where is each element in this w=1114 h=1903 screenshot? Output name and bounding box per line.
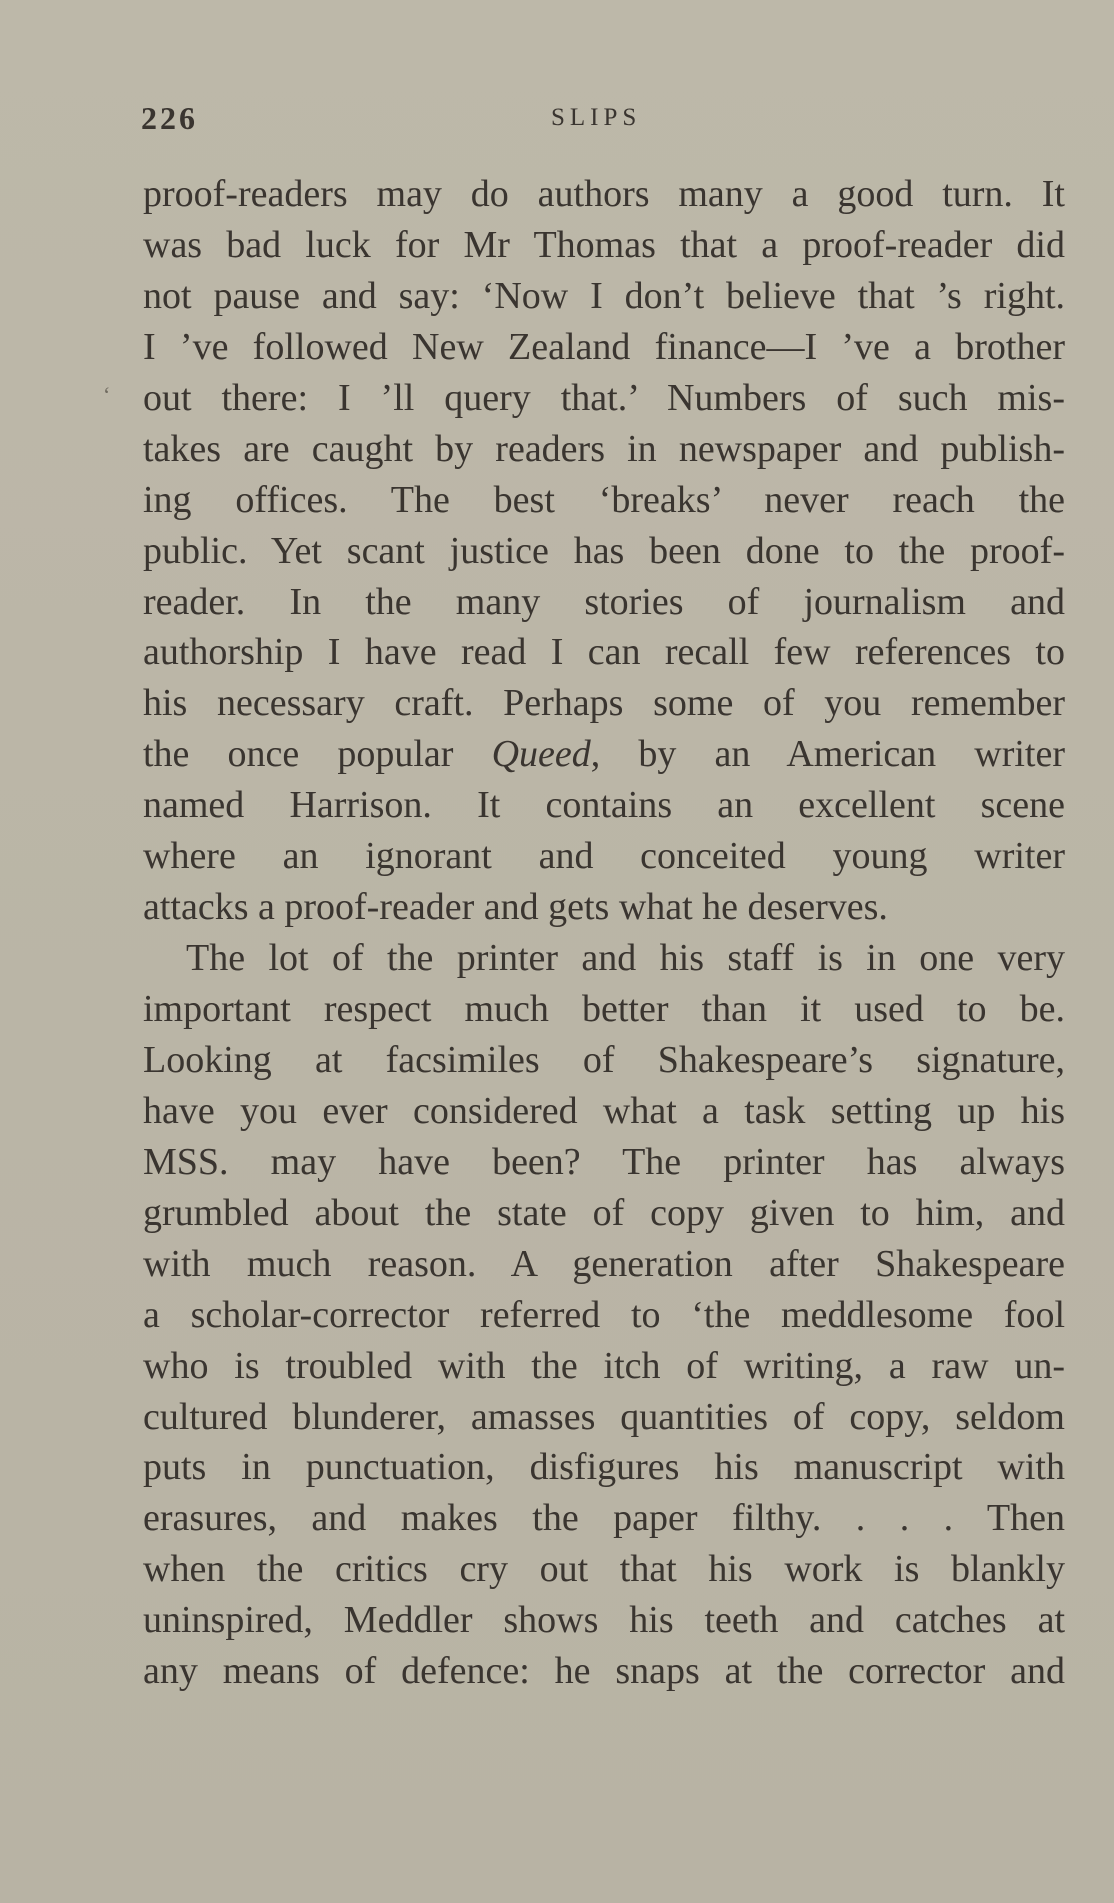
text-line: ing offices. The best ‘breaks’ never reach the	[143, 478, 1065, 521]
text-line: I ’ve followed New Zealand finance—I ’ve a brother	[143, 325, 1065, 368]
text-line: Looking at facsimiles of Shakespeare’s signature,	[143, 1038, 1065, 1081]
text-line: have you ever considered what a task setting up his	[143, 1089, 1065, 1132]
body-text	[143, 169, 1065, 1697]
text-line: any means of defence: he snaps at the corrector and	[143, 1650, 1065, 1693]
text-line: not pause and say: ‘Now I don’t believe that ’s right.	[143, 274, 1065, 317]
text-line: erasures, and makes the paper filthy. . . . Then	[143, 1497, 1065, 1540]
text-line: cultured blunderer, amasses quantities of copy, seldom	[143, 1395, 1065, 1438]
text-line: reader. In the many stories of journalism and	[143, 580, 1065, 623]
text-line: a scholar-corrector referred to ‘the meddlesome fool	[143, 1293, 1065, 1336]
text-line: authorship I have read I can recall few references to	[143, 631, 1065, 674]
text-line: important respect much better than it used to be.	[143, 988, 1065, 1030]
text-line: The lot of the printer and his staff is in one very	[186, 937, 1065, 980]
text-line: puts in punctuation, disfigures his manuscript with	[143, 1446, 1065, 1489]
text-line: out there: I ’ll query that.’ Numbers of such mis-	[143, 376, 1065, 419]
text-line: public. Yet scant justice has been done to the proof-	[143, 529, 1065, 572]
text-line: attacks a proof-reader and gets what he deserves.	[143, 886, 888, 929]
text-line: named Harrison. It contains an excellent scene	[143, 784, 1065, 827]
text-line: where an ignorant and conceited young writer	[143, 835, 1065, 878]
running-head: SLIPS	[551, 104, 642, 131]
margin-mark: ‘	[103, 382, 111, 407]
text-line: grumbled about the state of copy given to him, and	[143, 1191, 1065, 1234]
text-line: the once popular Queed, by an American writer	[143, 733, 1065, 776]
text-line: takes are caught by readers in newspaper and publish-	[143, 427, 1065, 470]
page-header	[141, 100, 1061, 144]
text-line: uninspired, Meddler shows his teeth and catches at	[143, 1599, 1065, 1642]
text-line: his necessary craft. Perhaps some of you remember	[143, 682, 1065, 725]
text-line: who is troubled with the itch of writing, a raw un-	[143, 1344, 1065, 1387]
text-line: proof-readers may do authors many a good turn. It	[143, 173, 1065, 215]
text-line: MSS. may have been? The printer has always	[143, 1140, 1065, 1183]
text-line: when the critics cry out that his work is blankly	[143, 1548, 1065, 1591]
text-line: with much reason. A generation after Shakespeare	[143, 1242, 1065, 1285]
page-number: 226	[141, 100, 198, 136]
text-line: was bad luck for Mr Thomas that a proof-reader did	[143, 223, 1065, 266]
book-title: Queed	[491, 733, 591, 776]
